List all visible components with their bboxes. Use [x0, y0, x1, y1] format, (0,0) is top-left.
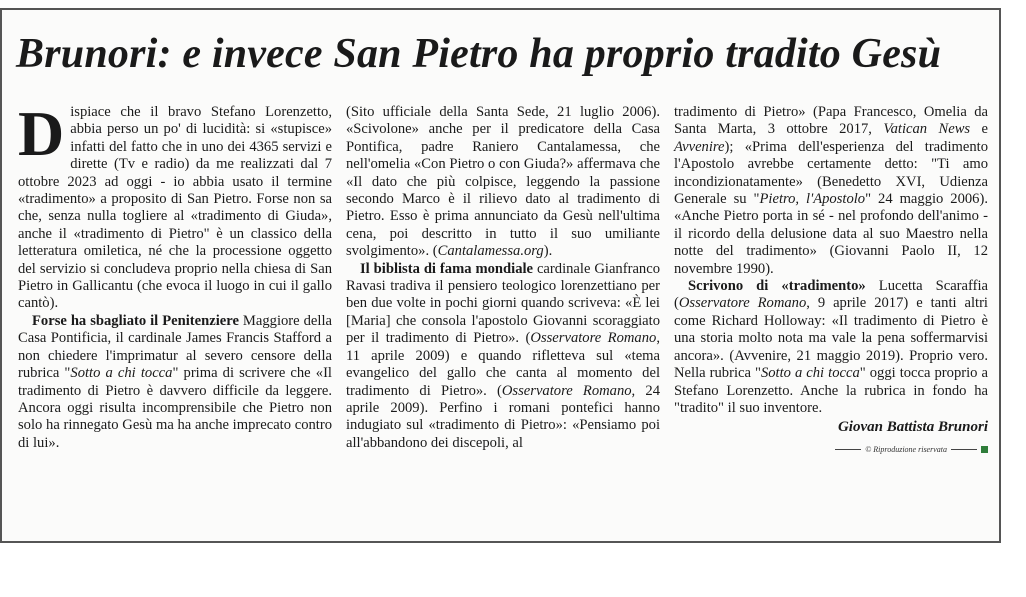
- paragraph-text: ispiace che il bravo Stefano Lorenzetto, abbia perso un po' di lucidità: si «stupisce» infatti del fatto che in uno dei 4365 servizi e dirette (Tv e radio) da me realizzati dal 7 ottobre 2023 ad oggi - io abbia usato il termine «tradimento» a proposito di San Pietro. Forse non sa che, senza nulla togliere al «tradimento di Giuda», anche il «tradimento di Pietro" è un classico della letteratura omiletica, né che la processione oggetto del servizio si concludeva proprio nella chiesa di San Pietro in Gallicantu (che evoca il luogo in cui il gallo cantò).: [18, 104, 332, 312]
- paragraph: [346, 104, 660, 261]
- paragraph: [674, 278, 988, 417]
- article-frame: [0, 8, 1001, 543]
- paragraph-text: Maggiore della Casa Pontificia, il cardinale James Francis Stafford a non chiedere l'imprimatur al severo censore della rubrica ": [18, 312, 332, 382]
- article-body: [18, 98, 988, 542]
- paragraph-text: , 11 aprile 2009) e quando rifletteva sul «tema evangelico del gallo che canta al momento del tradimento di Pietro». (: [346, 330, 660, 399]
- paragraph: [674, 104, 988, 278]
- paragraph-text: (Sito ufficiale della Santa Sede, 21 luglio 2006). «Scivolone» anche per il predicatore della Casa Pontifica, padre Raniero Cantalamessa, che nell'omelia «Con Pietro o con Giuda?» affermava che «Il dato che più colpisce, leggendo la passione secondo Marco è il rilievo dato al tradimento di Pietro. Esso è prima annunciato da Gesù nell'ultima cena, poi descritto in tutto il suo umiliante svolgimento». (: [346, 104, 660, 260]
- rubric-title: Sotto a chi tocca: [70, 365, 173, 382]
- paragraph: [18, 98, 332, 313]
- column-2: [346, 104, 660, 542]
- paragraph-text: " prima di scrivere che «Il tradimento di Pietro è davvero difficile da leggere. Ancora oggi risulta incomprensibile che Pietro non solo ha rinnegato Gesù ma ha anche imprecato contro di lui».: [18, 365, 332, 451]
- paragraph-text: " 24 maggio 2006). «Anche Pietro porta in sé - nel profondo dell'animo - il ricordo della delusione data al suo Maestro nella notte del tradimento» (Giovanni Paolo II, 12 novembre 1990).: [674, 191, 988, 277]
- book-title: Pietro, l'Apostolo: [759, 191, 866, 208]
- source-name: Avvenire: [674, 138, 725, 155]
- paragraph-text: , 9 aprile 2017) e tanti altri come Richard Holloway: «Il tradimento di Pietro è una storia molto nota ma vale la pena soffermarvisi ancora». (Avvenire, 21 maggio 2019). Proprio vero. Nella rubrica ": [674, 295, 988, 382]
- paragraph-text: cardinale Gianfranco Ravasi tradiva il pensiero teologico lorenzettiano per ben due volte in pochi giorni quando scriveva: «È lei [Maria] che consola l'apostolo Giovanni scoraggiato per il tradimento di Pietro». (: [346, 260, 660, 347]
- lead-in: Scrivono di «tradimento»: [688, 278, 866, 295]
- paragraph: [18, 313, 332, 452]
- lead-in: Forse ha sbagliato il Penitenziere: [32, 312, 239, 329]
- rubric-title: Sotto a chi tocca: [760, 365, 860, 382]
- source-name: Osservatore Romano: [530, 330, 657, 347]
- paragraph: [346, 261, 660, 452]
- headline: Brunori: e invece San Pietro ha proprio tradito Gesù: [16, 31, 942, 77]
- divider: [951, 449, 977, 450]
- column-3: [674, 104, 988, 542]
- source-name: Osservatore Romano: [501, 382, 632, 399]
- paragraph-text: ).: [543, 243, 553, 260]
- source-name: Osservatore Romano: [678, 295, 807, 312]
- rights-text: © Riproduzione riservata: [865, 444, 947, 454]
- paragraph-text: , 24 aprile 2009). Perfino i romani pontefici hanno indugiato sul «tradimento di Pietro»: «Pensiamo poi all'abbandono dei discepoli, al: [346, 382, 661, 451]
- source-name: Cantalamessa.org: [437, 243, 544, 260]
- rights-notice: [674, 441, 988, 458]
- paragraph-text: e: [970, 121, 988, 138]
- drop-cap: D: [18, 98, 65, 169]
- column-1: [18, 98, 332, 542]
- end-square-icon: [981, 446, 988, 453]
- paragraph-text: ); «Prima dell'esperienza del tradimento l'Apostolo avrebbe certamente detto: "Ti amo incondizionatamente» (Benedetto XVI, Udienza Generale su ": [674, 138, 988, 208]
- paragraph-text: " oggi tocca proprio a Stefano Lorenzetto. Anche la rubrica in fondo ha "tradito" il suo inventore.: [674, 365, 988, 416]
- divider: [835, 449, 861, 450]
- source-name: Vatican News: [883, 121, 971, 138]
- lead-in: Il biblista di fama mondiale: [360, 260, 534, 277]
- paragraph-text: tradimento di Pietro» (Papa Francesco, Omelia da Santa Marta, 3 ottobre 2017,: [674, 104, 988, 138]
- author-signature: Giovan Battista Brunori: [837, 419, 988, 436]
- paragraph-text: Lucetta Scaraffia (: [674, 278, 988, 312]
